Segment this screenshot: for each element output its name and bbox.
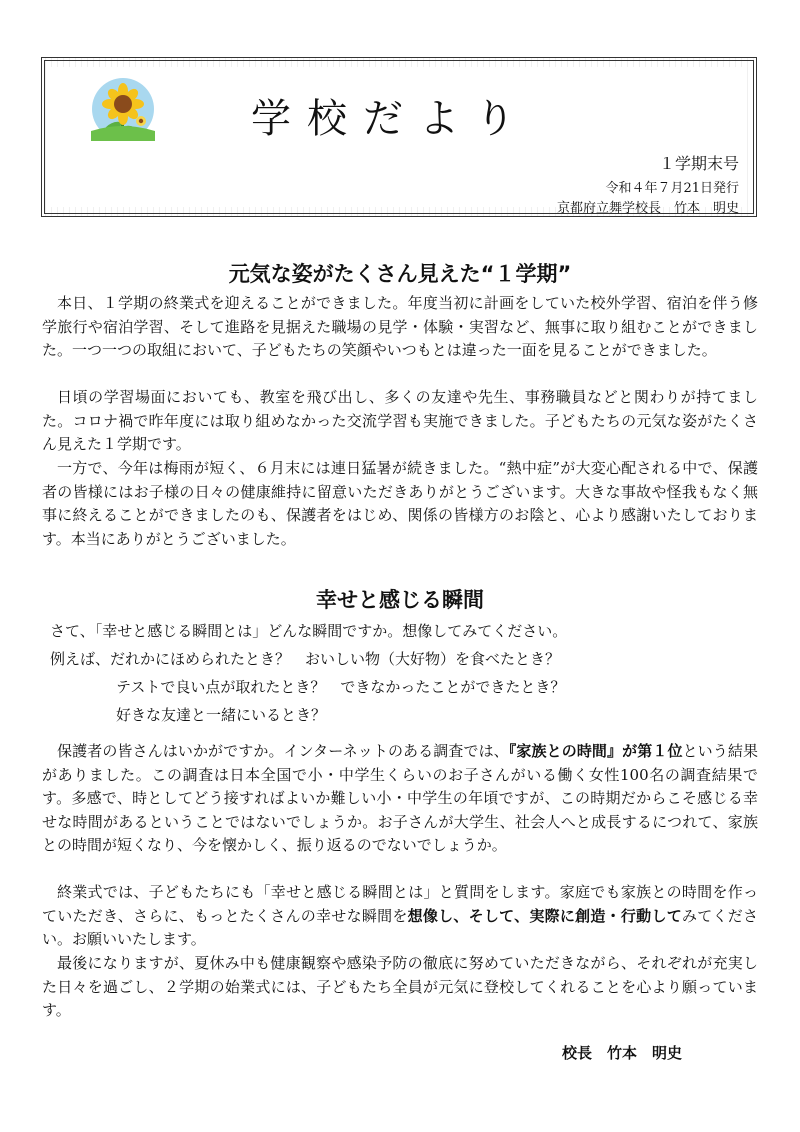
section2-p2-start: 終業式では、子どもたちにも「幸せと感じる瞬間とは」と質問をします。家庭でも家族との時間を作っていただき、さらに、もっとたくさんの幸せな瞬間を bbox=[42, 883, 758, 925]
question-intro: さて、「幸せと感じる瞬間とは」どんな瞬間ですか。想像してみてください。 bbox=[50, 622, 568, 640]
masthead bbox=[41, 57, 757, 217]
section2-p1-emphasis: 『家族との時間』が第１位 bbox=[508, 742, 683, 760]
example-line-2: テストで良い点が取れたとき？ できなかったことができたとき？ bbox=[116, 678, 566, 696]
example-line-1: 例えば、だれかにほめられたとき？ おいしい物（大好物）を食べたとき？ bbox=[50, 650, 561, 668]
issue-date: 令和４年７月21日発行 bbox=[605, 181, 739, 196]
publisher: 京都府立舞学校長 竹本 明史 bbox=[556, 201, 739, 216]
section2-p1-start: 保護者の皆さんはいかがですか。インターネットのある調査では、 bbox=[57, 742, 509, 760]
section1-paragraph-1: 本日、１学期の終業式を迎えることができました。年度当初に計画をしていた校外学習、宿泊を伴う修学旅行や宿泊学習、そして進路を見据えた職場の見学・体験・実習など、無事に取り組むことができました。一つ一つの取組において、子どもたちの笑顔やいつもとは違った一面を見ることができました。 bbox=[42, 294, 758, 359]
newsletter-title: 学校だより bbox=[251, 96, 531, 142]
section2-paragraph-3: 最後になりますが、夏休み中も健康観察や感染予防の徹底に努めていただきながら、それぞれが充実した日々を過ごし、２学期の始業式には、子どもたち全員が元気に登校してくれることを心より願っています。 bbox=[42, 954, 758, 1019]
section1-heading: 元気な姿がたくさん見えた“１学期” bbox=[228, 262, 572, 286]
section2-paragraph-1 bbox=[42, 740, 758, 858]
section1-paragraph-3: 一方で、今年は梅雨が短く、６月末には連日猛暑が続きました。“熱中症”が大変心配される中で、保護者の皆様にはお子様の日々の健康維持に留意いただきありがとうございます。大きな事故や怪我もなく無事に終えることができましたのも、保護者をはじめ、関係の皆様方のお陰と、心より感謝いたしております。本当にありがとうございました。 bbox=[42, 459, 758, 548]
sunflower-icon bbox=[91, 77, 155, 141]
issue-label: １学期末号 bbox=[658, 154, 739, 173]
masthead-inner bbox=[51, 67, 747, 216]
section2-p2-end: みてください。お願いいたします。 bbox=[42, 906, 759, 948]
section2-p1-end: という結果がありました。この調査は日本全国で小・中学生くらいのお子さんがいる働く女性100名の調査結果です。多感で、時としてどう接すればよいか難しい小・中学生の年頃ですが、この時期だからこそ感じる幸せな時間があるということではないでしょうか。お子さんが大学生、社会人へと成長するにつれて、家族との時間が短くなり、今を懐かしく、振り返るのでないでしょうか。 bbox=[42, 742, 758, 854]
section2-paragraph-2 bbox=[42, 881, 758, 952]
section2-p2-emphasis: 想像し、そして、実際に創造・行動して bbox=[407, 906, 682, 925]
signature: 校長 竹本 明史 bbox=[562, 1044, 683, 1062]
section1-paragraph-2: 日頃の学習場面においても、教室を飛び出し、多くの友達や先生、事務職員などと関わりが持てました。コロナ禍で昨年度には取り組めなかった交流学習も実施できました。子どもたちの元気な姿がたくさん見えた１学期です。 bbox=[42, 388, 758, 453]
section2-heading: 幸せと感じる瞬間 bbox=[316, 588, 484, 612]
example-line-3: 好きな友達と一緒にいるとき？ bbox=[116, 706, 327, 724]
